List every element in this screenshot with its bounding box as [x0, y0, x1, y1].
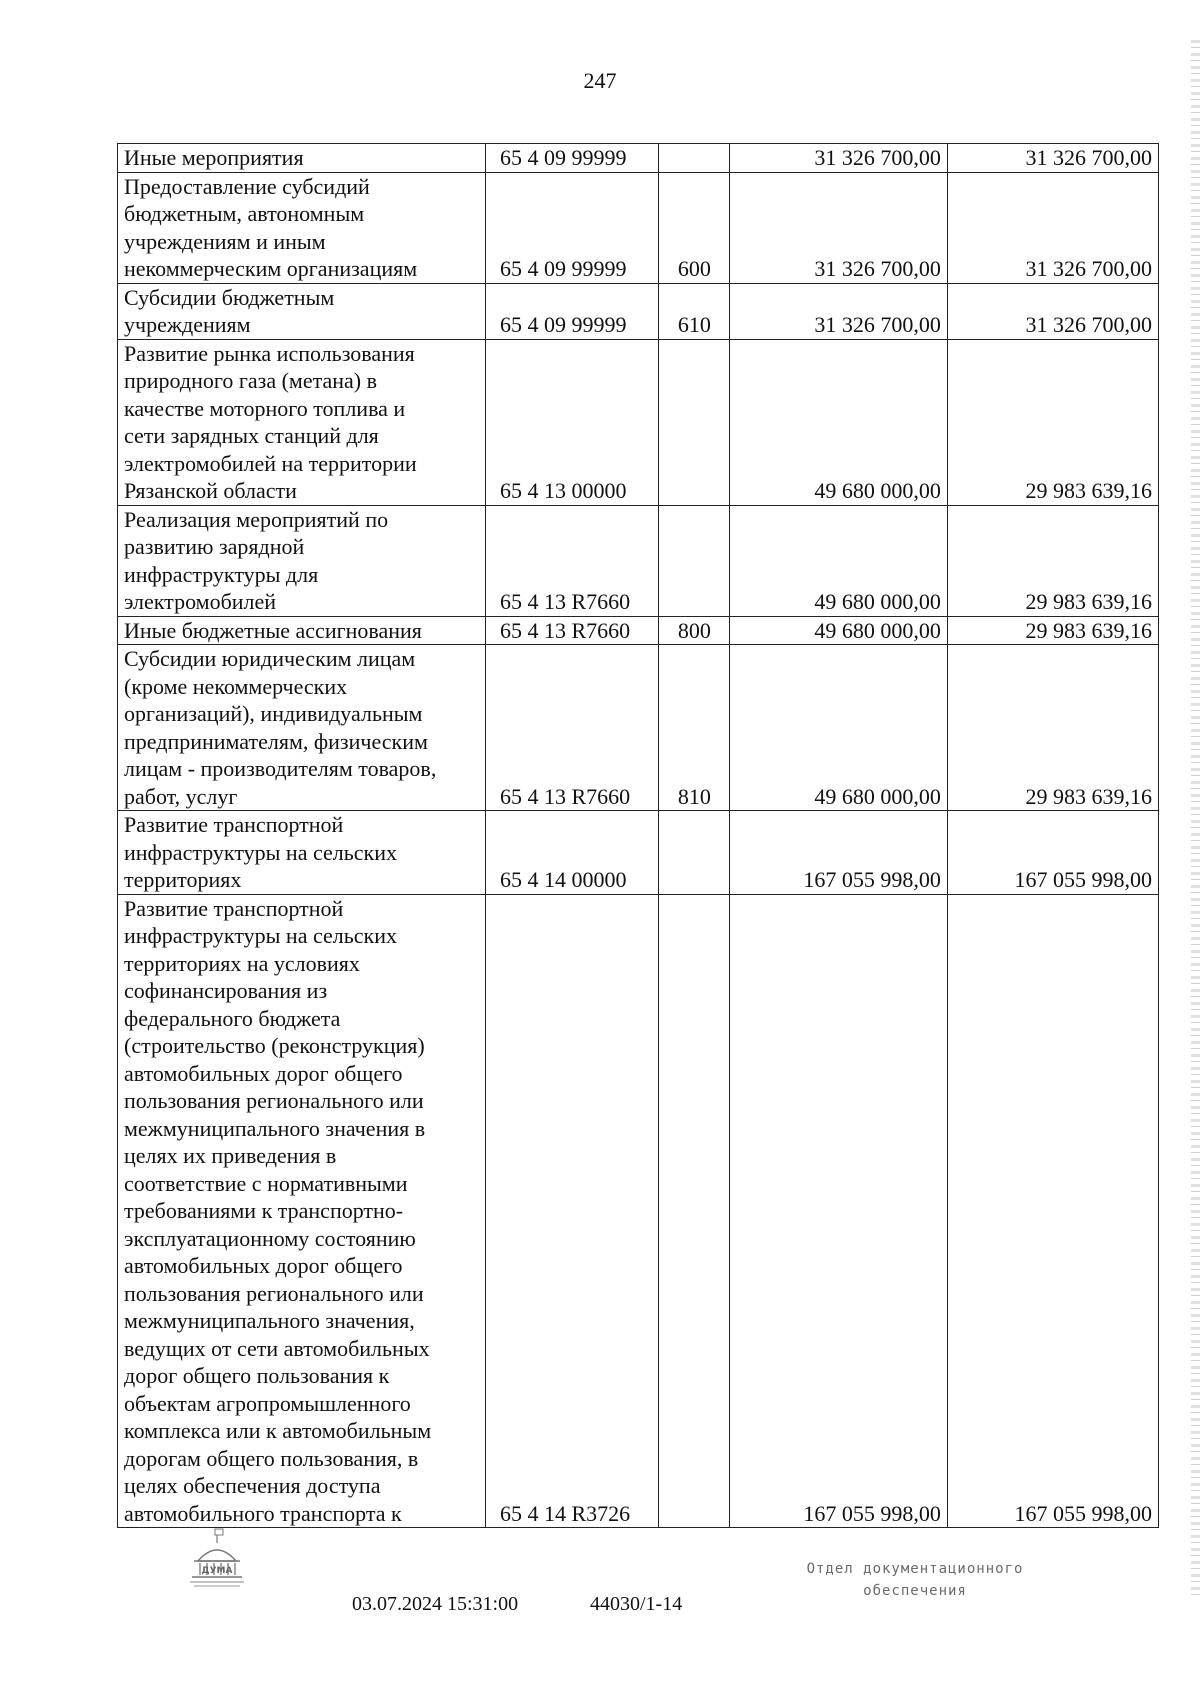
row-sum-2: 29 983 639,16 [947, 339, 1158, 505]
row-code: 65 4 09 99999 [485, 172, 659, 283]
row-expense-type: 610 [659, 283, 730, 339]
department-stamp [770, 1558, 1060, 1602]
row-name: Иные мероприятия [124, 145, 304, 170]
row-name: Иные бюджетные ассигнования [124, 617, 422, 643]
row-name: Субсидии бюджетным учреждениям [124, 284, 335, 337]
registration-date: 03.07.2024 15:31:00 [352, 1593, 519, 1615]
row-expense-type [659, 144, 730, 173]
row-name-cell [118, 811, 486, 895]
row-sum-2: 31 326 700,00 [947, 144, 1158, 173]
row-expense-type [659, 505, 730, 616]
row-sum-2: 29 983 639,16 [947, 645, 1158, 811]
row-code: 65 4 13 00000 [485, 339, 659, 505]
row-code: 65 4 09 99999 [485, 144, 659, 173]
row-sum-1: 49 680 000,00 [730, 616, 948, 645]
row-name: Развитие рынка использования природного газа (метана) в качестве моторного топлива и сети зарядных станций для электромобилей на территории Рязанской области [124, 340, 417, 503]
row-code: 65 4 14 00000 [485, 811, 659, 895]
row-name: Развитие транспортной инфраструктуры на сельских территориях на условиях софинансирования из федерального бюджета (строительство (реконструкция) автомобильных дорог общего пользования регионального или межмуниципального значения в целях их приведения в соответствие с нормативными требованиями к транспортно- эксплуатационному состоянию автомобильных дорог общего пользования регионального или межмуниципального значения, ведущих от сети автомобильных дорог общего пользования к объектам агропромышленного комплекса или к автомобильным дорогам общего пользования, в целях обеспечения доступа автомобильного транспорта к [124, 895, 432, 1526]
row-sum-1: 49 680 000,00 [730, 505, 948, 616]
row-sum-2: 167 055 998,00 [947, 811, 1158, 895]
budget-table [117, 143, 1159, 1528]
stamp-line-2: обеспечения [863, 1583, 967, 1599]
row-name-cell [118, 645, 486, 811]
budget-table-body [118, 144, 1159, 1528]
row-sum-2: 31 326 700,00 [947, 172, 1158, 283]
row-name-cell [118, 172, 486, 283]
row-sum-1: 31 326 700,00 [730, 144, 948, 173]
row-sum-1: 31 326 700,00 [730, 283, 948, 339]
table-row [118, 172, 1159, 283]
row-name: Развитие транспортной инфраструктуры на сельских территориях [124, 812, 398, 892]
row-name-cell [118, 894, 486, 1528]
document-number: 44030/1-14 [590, 1593, 683, 1615]
row-name: Субсидии юридическим лицам (кроме некоммерческих организаций), индивидуальным предпринимателям, физическим лицам - производителям товаров, работ, услуг [124, 646, 437, 809]
row-name: Предоставление субсидий бюджетным, автономным учреждениям и иным некоммерческим организациям [124, 173, 418, 281]
row-sum-1: 167 055 998,00 [730, 811, 948, 895]
table-row [118, 283, 1159, 339]
duma-building-icon [188, 1527, 246, 1589]
row-sum-1: 31 326 700,00 [730, 172, 948, 283]
row-expense-type [659, 339, 730, 505]
page-number: 247 [583, 68, 617, 93]
row-code: 65 4 13 R7660 [485, 505, 659, 616]
row-expense-type [659, 894, 730, 1528]
row-name-cell [118, 616, 486, 645]
row-code: 65 4 09 99999 [485, 283, 659, 339]
table-row [118, 339, 1159, 505]
scan-edge-strip [1191, 40, 1200, 1600]
row-name: Реализация мероприятий по развитию зарядной инфраструктуры для электромобилей [124, 506, 389, 614]
row-sum-1: 167 055 998,00 [730, 894, 948, 1528]
row-name-cell [118, 339, 486, 505]
row-sum-2: 167 055 998,00 [947, 894, 1158, 1528]
table-row [118, 645, 1159, 811]
row-sum-2: 29 983 639,16 [947, 616, 1158, 645]
stamp-line-1: Отдел документационного [806, 1561, 1024, 1577]
row-name-cell [118, 144, 486, 173]
row-expense-type: 600 [659, 172, 730, 283]
table-row [118, 144, 1159, 173]
row-name-cell [118, 505, 486, 616]
row-sum-2: 31 326 700,00 [947, 283, 1158, 339]
row-expense-type [659, 811, 730, 895]
table-row [118, 894, 1159, 1528]
row-expense-type: 810 [659, 645, 730, 811]
row-code: 65 4 13 R7660 [485, 645, 659, 811]
table-row [118, 811, 1159, 895]
table-row [118, 505, 1159, 616]
row-code: 65 4 14 R3726 [485, 894, 659, 1528]
duma-logo [188, 1527, 246, 1589]
row-code: 65 4 13 R7660 [485, 616, 659, 645]
row-sum-1: 49 680 000,00 [730, 339, 948, 505]
row-name-cell [118, 283, 486, 339]
row-expense-type: 800 [659, 616, 730, 645]
table-row [118, 616, 1159, 645]
row-sum-2: 29 983 639,16 [947, 505, 1158, 616]
logo-label: ДУМА [201, 1566, 233, 1576]
row-sum-1: 49 680 000,00 [730, 645, 948, 811]
